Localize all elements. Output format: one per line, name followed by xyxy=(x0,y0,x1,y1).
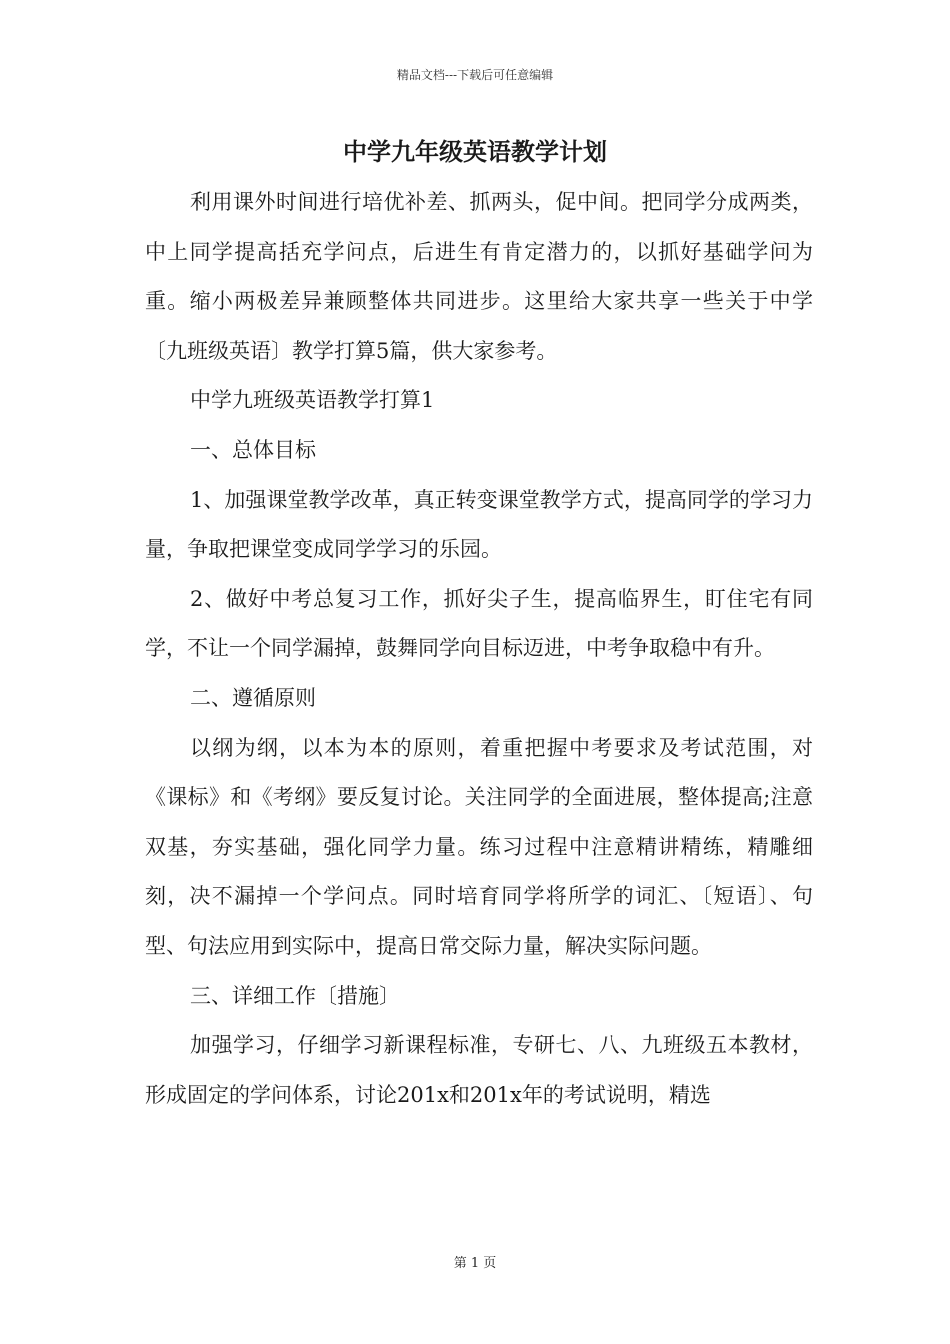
goal-item-2: 2、做好中考总复习工作，抓好尖子生，提高临界生，盯住宅有同学，不让一个同学漏掉，鼓舞同学向目标迈进，中考争取稳中有升。 xyxy=(145,586,813,661)
principles-paragraph: 以纲为纲，以本为本的原则，着重把握中考要求及考试范围，对《课标》和《考纲》要反复讨论。关注同学的全面进展，整体提高;注意双基，夯实基础，强化同学力量。练习过程中注意精讲精练，精雕细刻，决不漏掉一个学问点。同时培育同学将所学的词汇、〔短语〕、句型、句法应用到实际中，提高日常交际力量，解决实际问题。 xyxy=(145,735,813,958)
measures-paragraph: 加强学习，仔细学习新课程标准，专研七、八、九班级五本教材，形成固定的学问体系，讨论201x和201x年的考试说明，精选 xyxy=(145,1033,813,1107)
section-heading-goals: 一、总体目标 xyxy=(190,437,316,462)
section-heading-measures: 三、详细工作〔措施〕 xyxy=(190,983,400,1008)
goal-item-1: 1、加强课堂教学改革，真正转变课堂教学方式，提高同学的学习力量，争取把课堂变成同学学习的乐园。 xyxy=(145,487,813,562)
section-plan-heading: 中学九班级英语教学打算1 xyxy=(190,388,435,413)
header-note: 精品文档---下载后可任意编辑 xyxy=(396,68,554,82)
document-body xyxy=(145,178,813,1120)
section-heading-principles: 二、遵循原则 xyxy=(190,685,316,710)
page-number: 第 1 页 xyxy=(453,1256,497,1271)
intro-paragraph: 利用课外时间进行培优补差、抓两头，促中间。把同学分成两类，中上同学提高括充学问点，后进生有肯定潜力的，以抓好基础学问为重。缩小两极差异兼顾整体共同进步。这里给大家共享一些关于中学〔九班级英语〕教学打算5篇，供大家参考。 xyxy=(145,190,813,363)
document-title: 中学九年级英语教学计划 xyxy=(343,137,607,166)
